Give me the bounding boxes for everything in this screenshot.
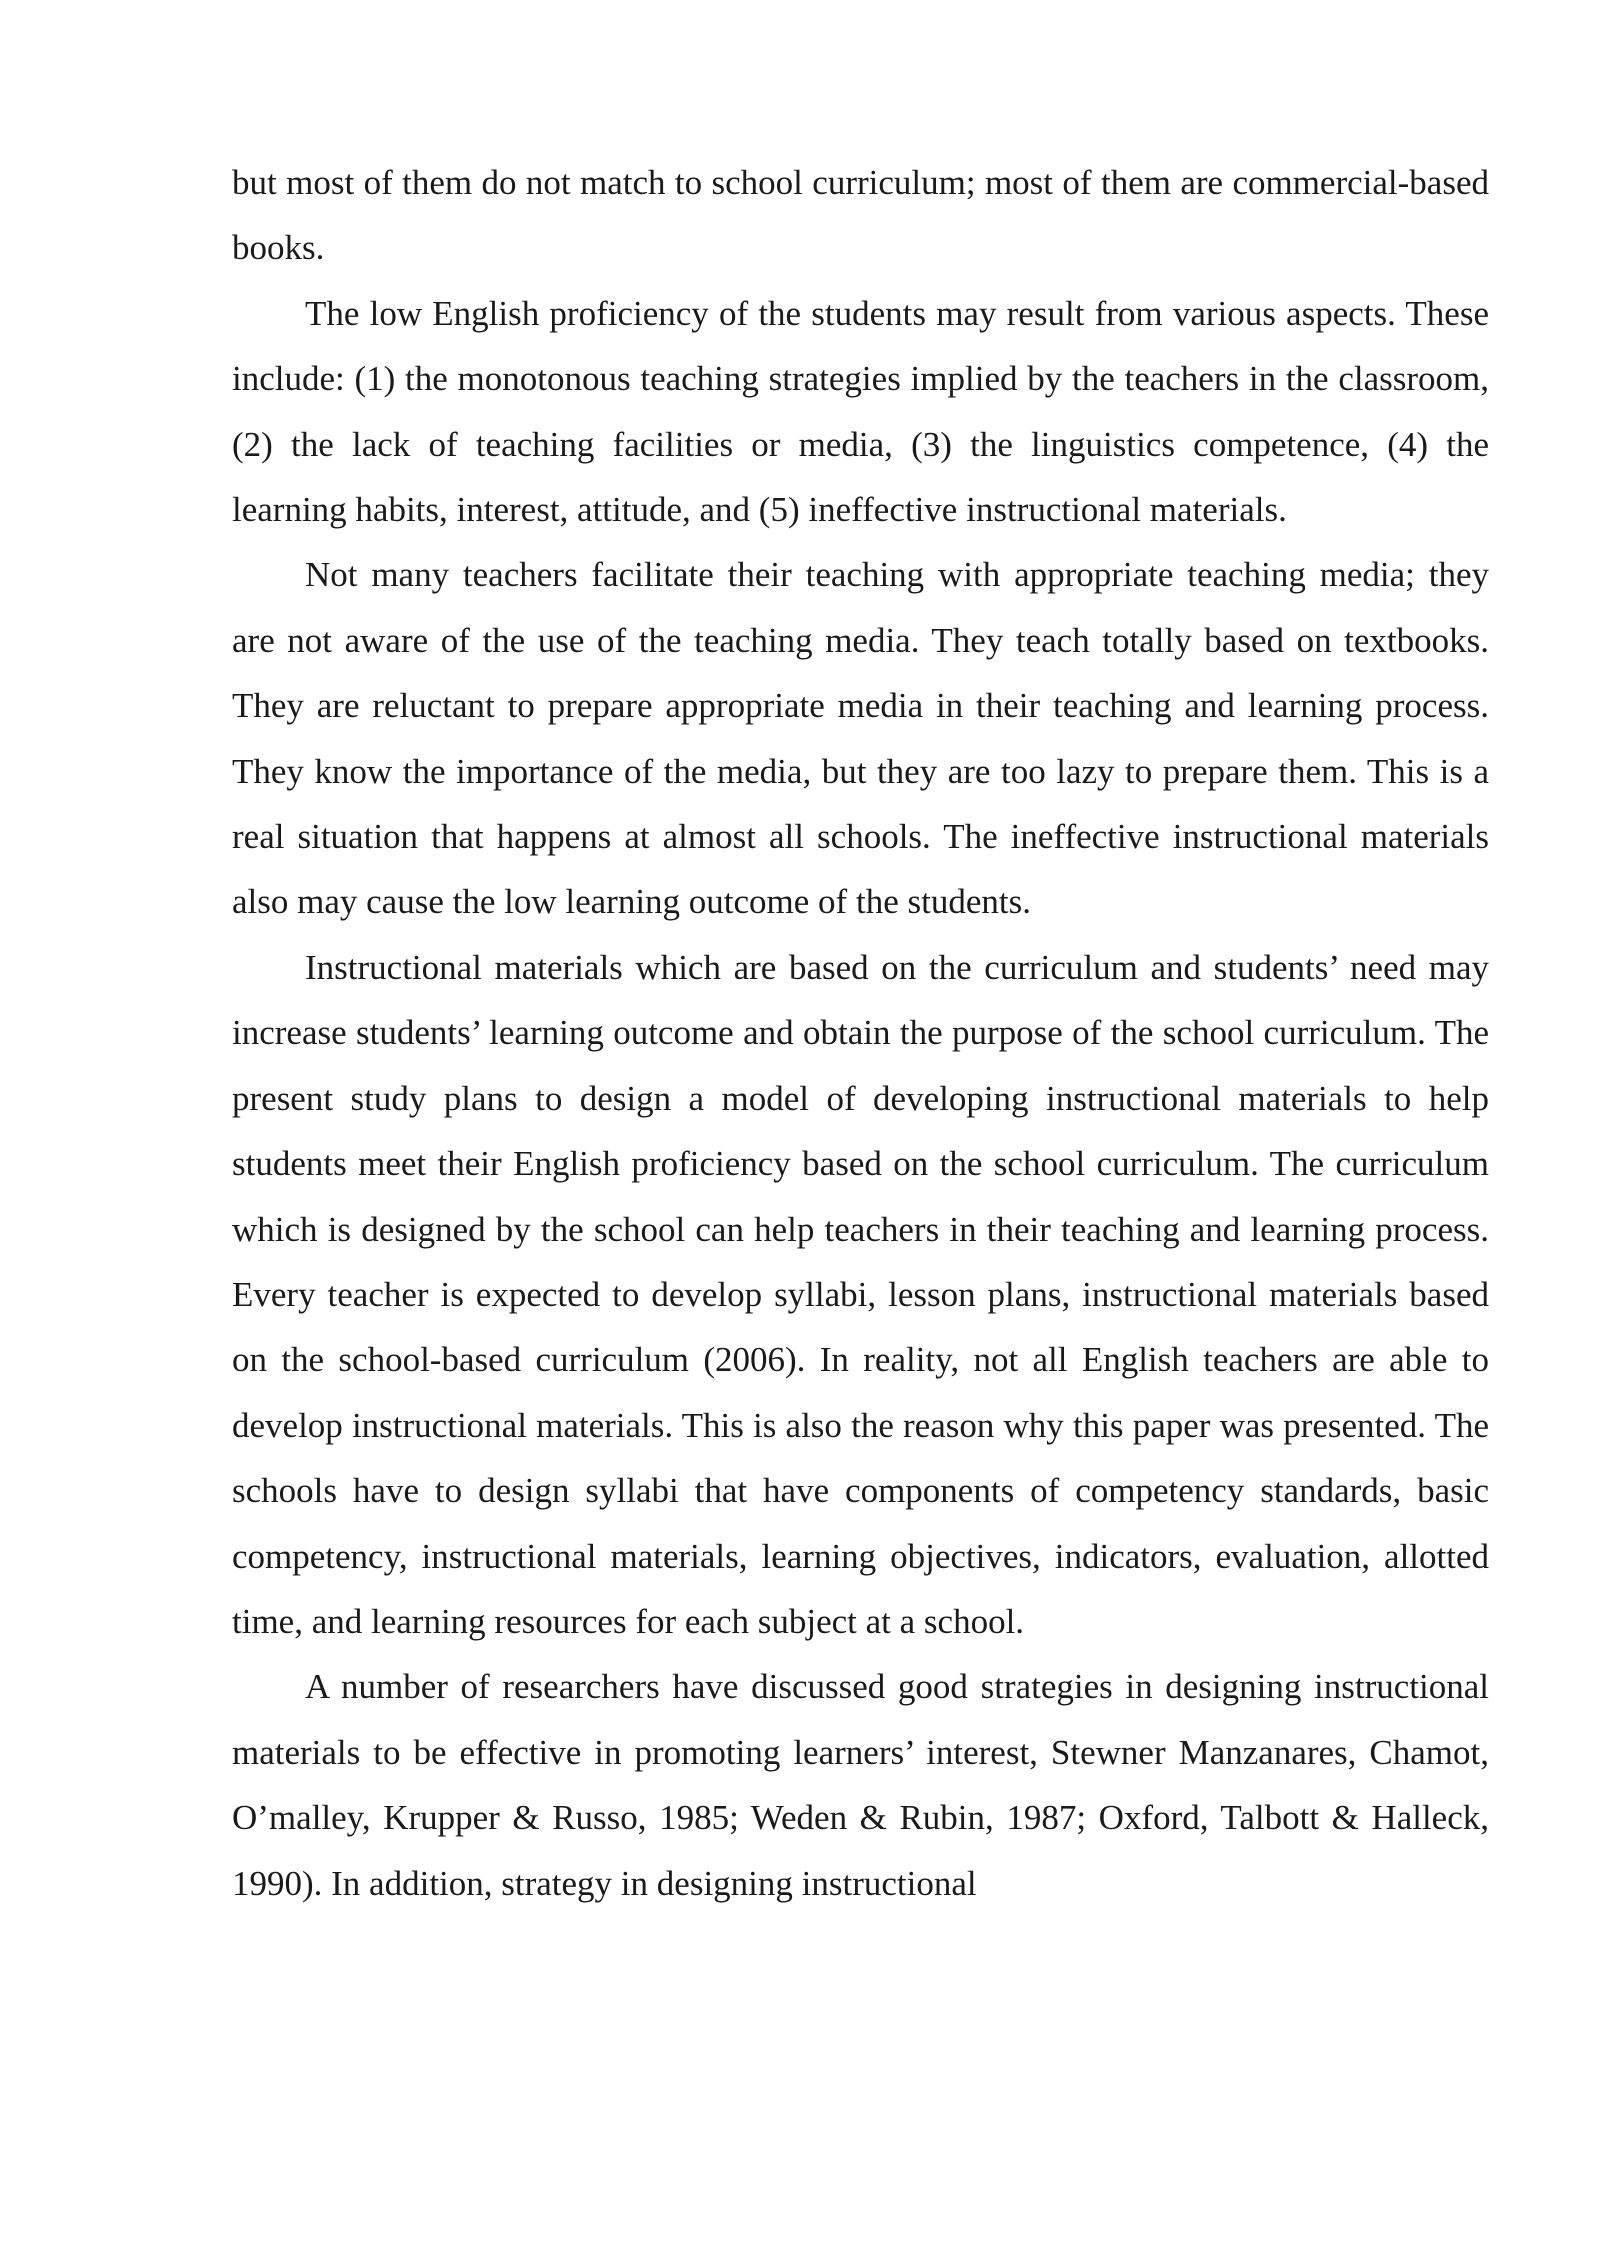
paragraph-instructional-materials: Instructional materials which are based on the curriculum and students’ need may increase students’ learning outcome and obtain the purpose of the school curriculum. The present study plans to design a model of developing instructional materials to help students meet their English proficiency based on the school curriculum. The curriculum which is designed by the school can help teachers in their teaching and learning process. Every teacher is expected to develop syllabi, lesson plans, instructional materials based on the school-based curriculum (2006). In reality, not all English teachers are able to develop instructional materials. This is also the reason why this paper was presented. The schools have to design syllabi that have components of competency standards, basic competency, instructional materials, learning objectives, indicators, evaluation, allotted time, and learning resources for each subject at a school. bbox=[232, 947, 1489, 1641]
body-text bbox=[232, 150, 1489, 1916]
paragraph-low-proficiency: The low English proficiency of the students may result from various aspects. These include: (1) the monotonous teaching strategies implied by the teachers in the classroom, (2) the lack of teaching facilities or media, (3) the linguistics competence, (4) the learning habits, interest, attitude, and (5) ineffective instructional materials. bbox=[232, 293, 1489, 530]
paragraph-teaching-media: Not many teachers facilitate their teaching with appropriate teaching media; they are not aware of the use of the teaching media. They teach totally based on textbooks. They are reluctant to prepare appropriate media in their teaching and learning process. They know the importance of the media, but they are too lazy to prepare them. This is a real situation that happens at almost all schools. The ineffective instructional materials also may cause the low learning outcome of the students. bbox=[232, 555, 1489, 922]
paragraph-researchers: A number of researchers have discussed good strategies in designing instructional materials to be effective in promoting learners’ interest, Stewner Manzanares, Chamot, O’malley, Krupper & Russo, 1985; Weden & Rubin, 1987; Oxford, Talbott & Halleck, 1990). In addition, strategy in designing instructional bbox=[232, 1667, 1489, 1903]
paragraph-continuation: but most of them do not match to school curriculum; most of them are commercial-based books. bbox=[232, 163, 1489, 268]
